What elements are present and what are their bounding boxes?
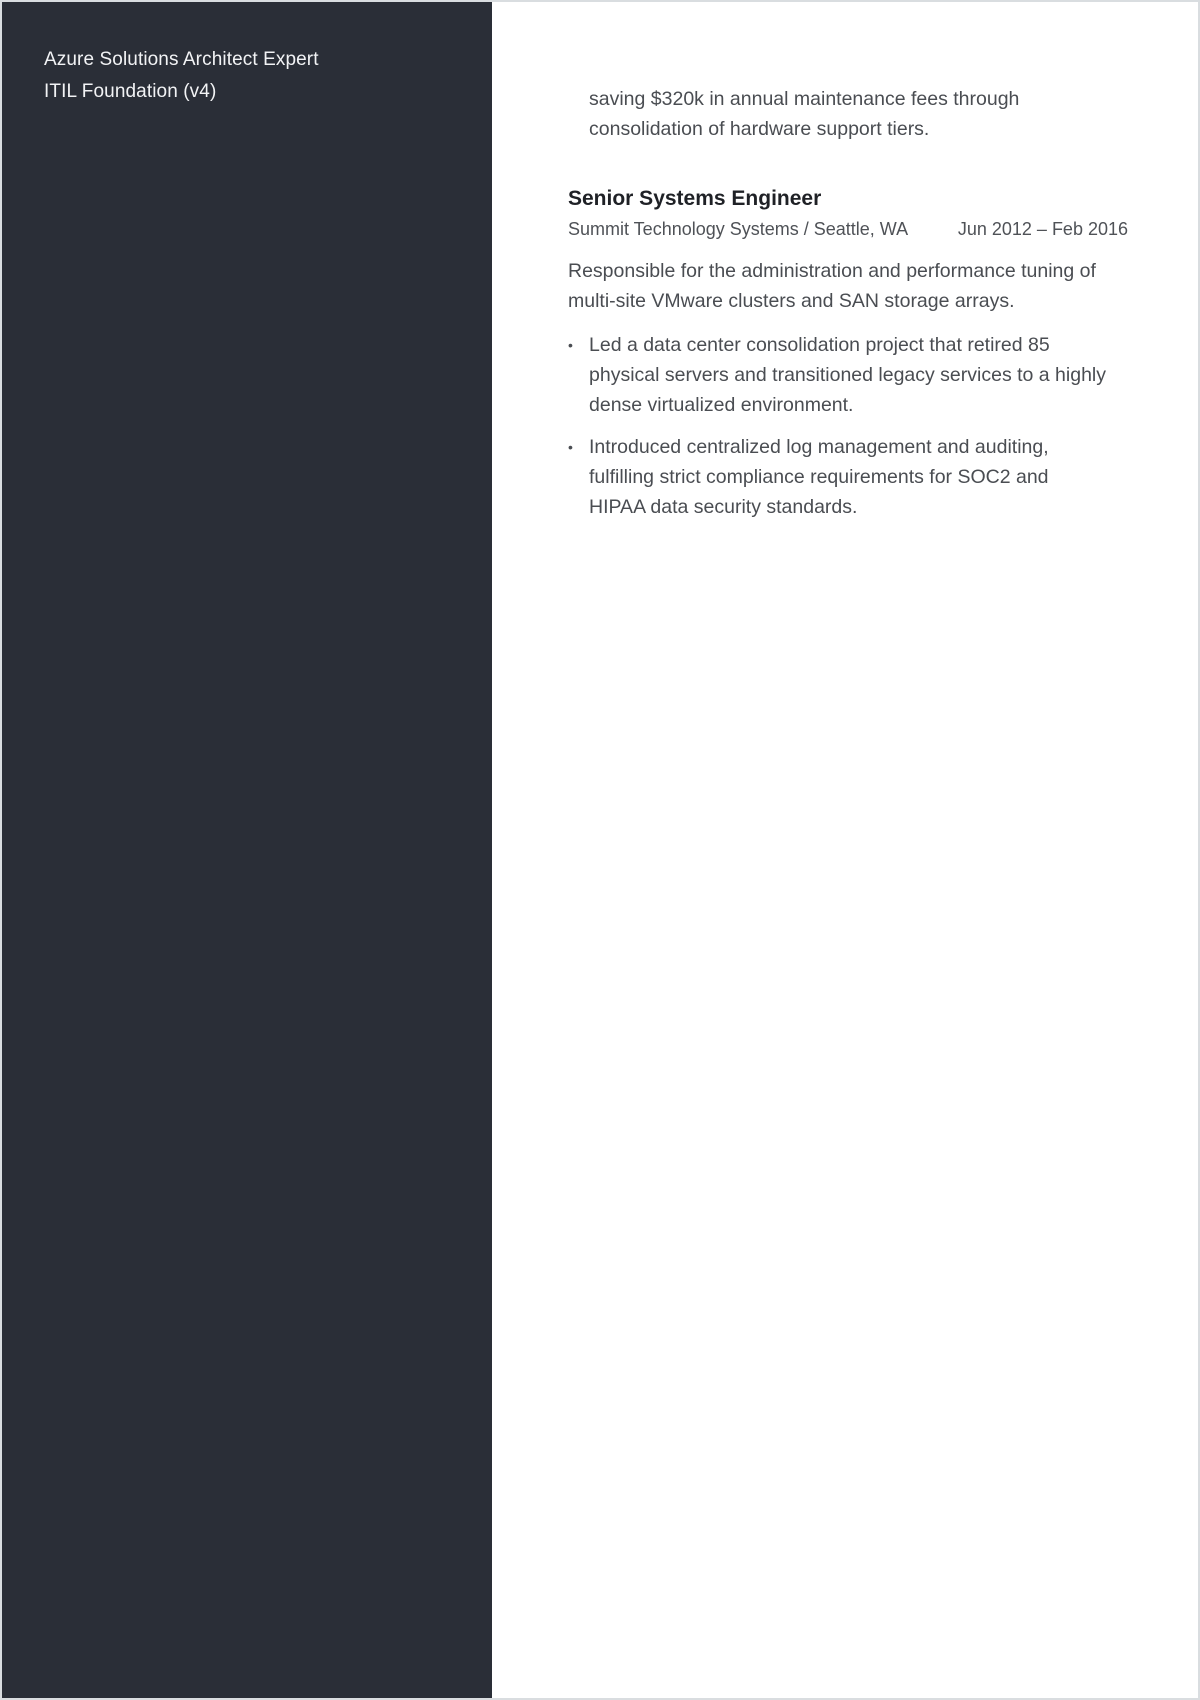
certification-item: Azure Solutions Architect Expert xyxy=(44,49,319,70)
job-company-location: Summit Technology Systems / Seattle, WA xyxy=(568,219,909,239)
job-summary: Responsible for the administration and performance tuning of multi-site VMware clusters and SAN storage arrays. xyxy=(568,260,1096,312)
bullet-icon: • xyxy=(568,439,573,455)
continued-bullet-text: saving $320k in annual maintenance fees through consolidation of hardware support tiers. xyxy=(589,88,1020,140)
job-entry xyxy=(568,182,1128,534)
sidebar xyxy=(2,2,492,1698)
certification-item: ITIL Foundation (v4) xyxy=(44,81,217,102)
job-meta xyxy=(568,216,1128,242)
job-title: Senior Systems Engineer xyxy=(568,187,822,210)
bullet-text: Led a data center consolidation project that retired 85 physical servers and transitioned legacy services to a highly dense virtualized environment. xyxy=(589,334,1107,416)
job-dates: Jun 2012 – Feb 2016 xyxy=(957,219,1128,239)
list-item xyxy=(568,432,1109,522)
job-bullets xyxy=(568,330,1128,522)
list-item xyxy=(568,330,1109,420)
bullet-icon: • xyxy=(568,337,573,353)
bullet-text: Introduced centralized log management and auditing, fulfilling strict compliance requirements for SOC2 and HIPAA data security standards. xyxy=(589,436,1049,518)
certifications-list xyxy=(44,44,319,108)
